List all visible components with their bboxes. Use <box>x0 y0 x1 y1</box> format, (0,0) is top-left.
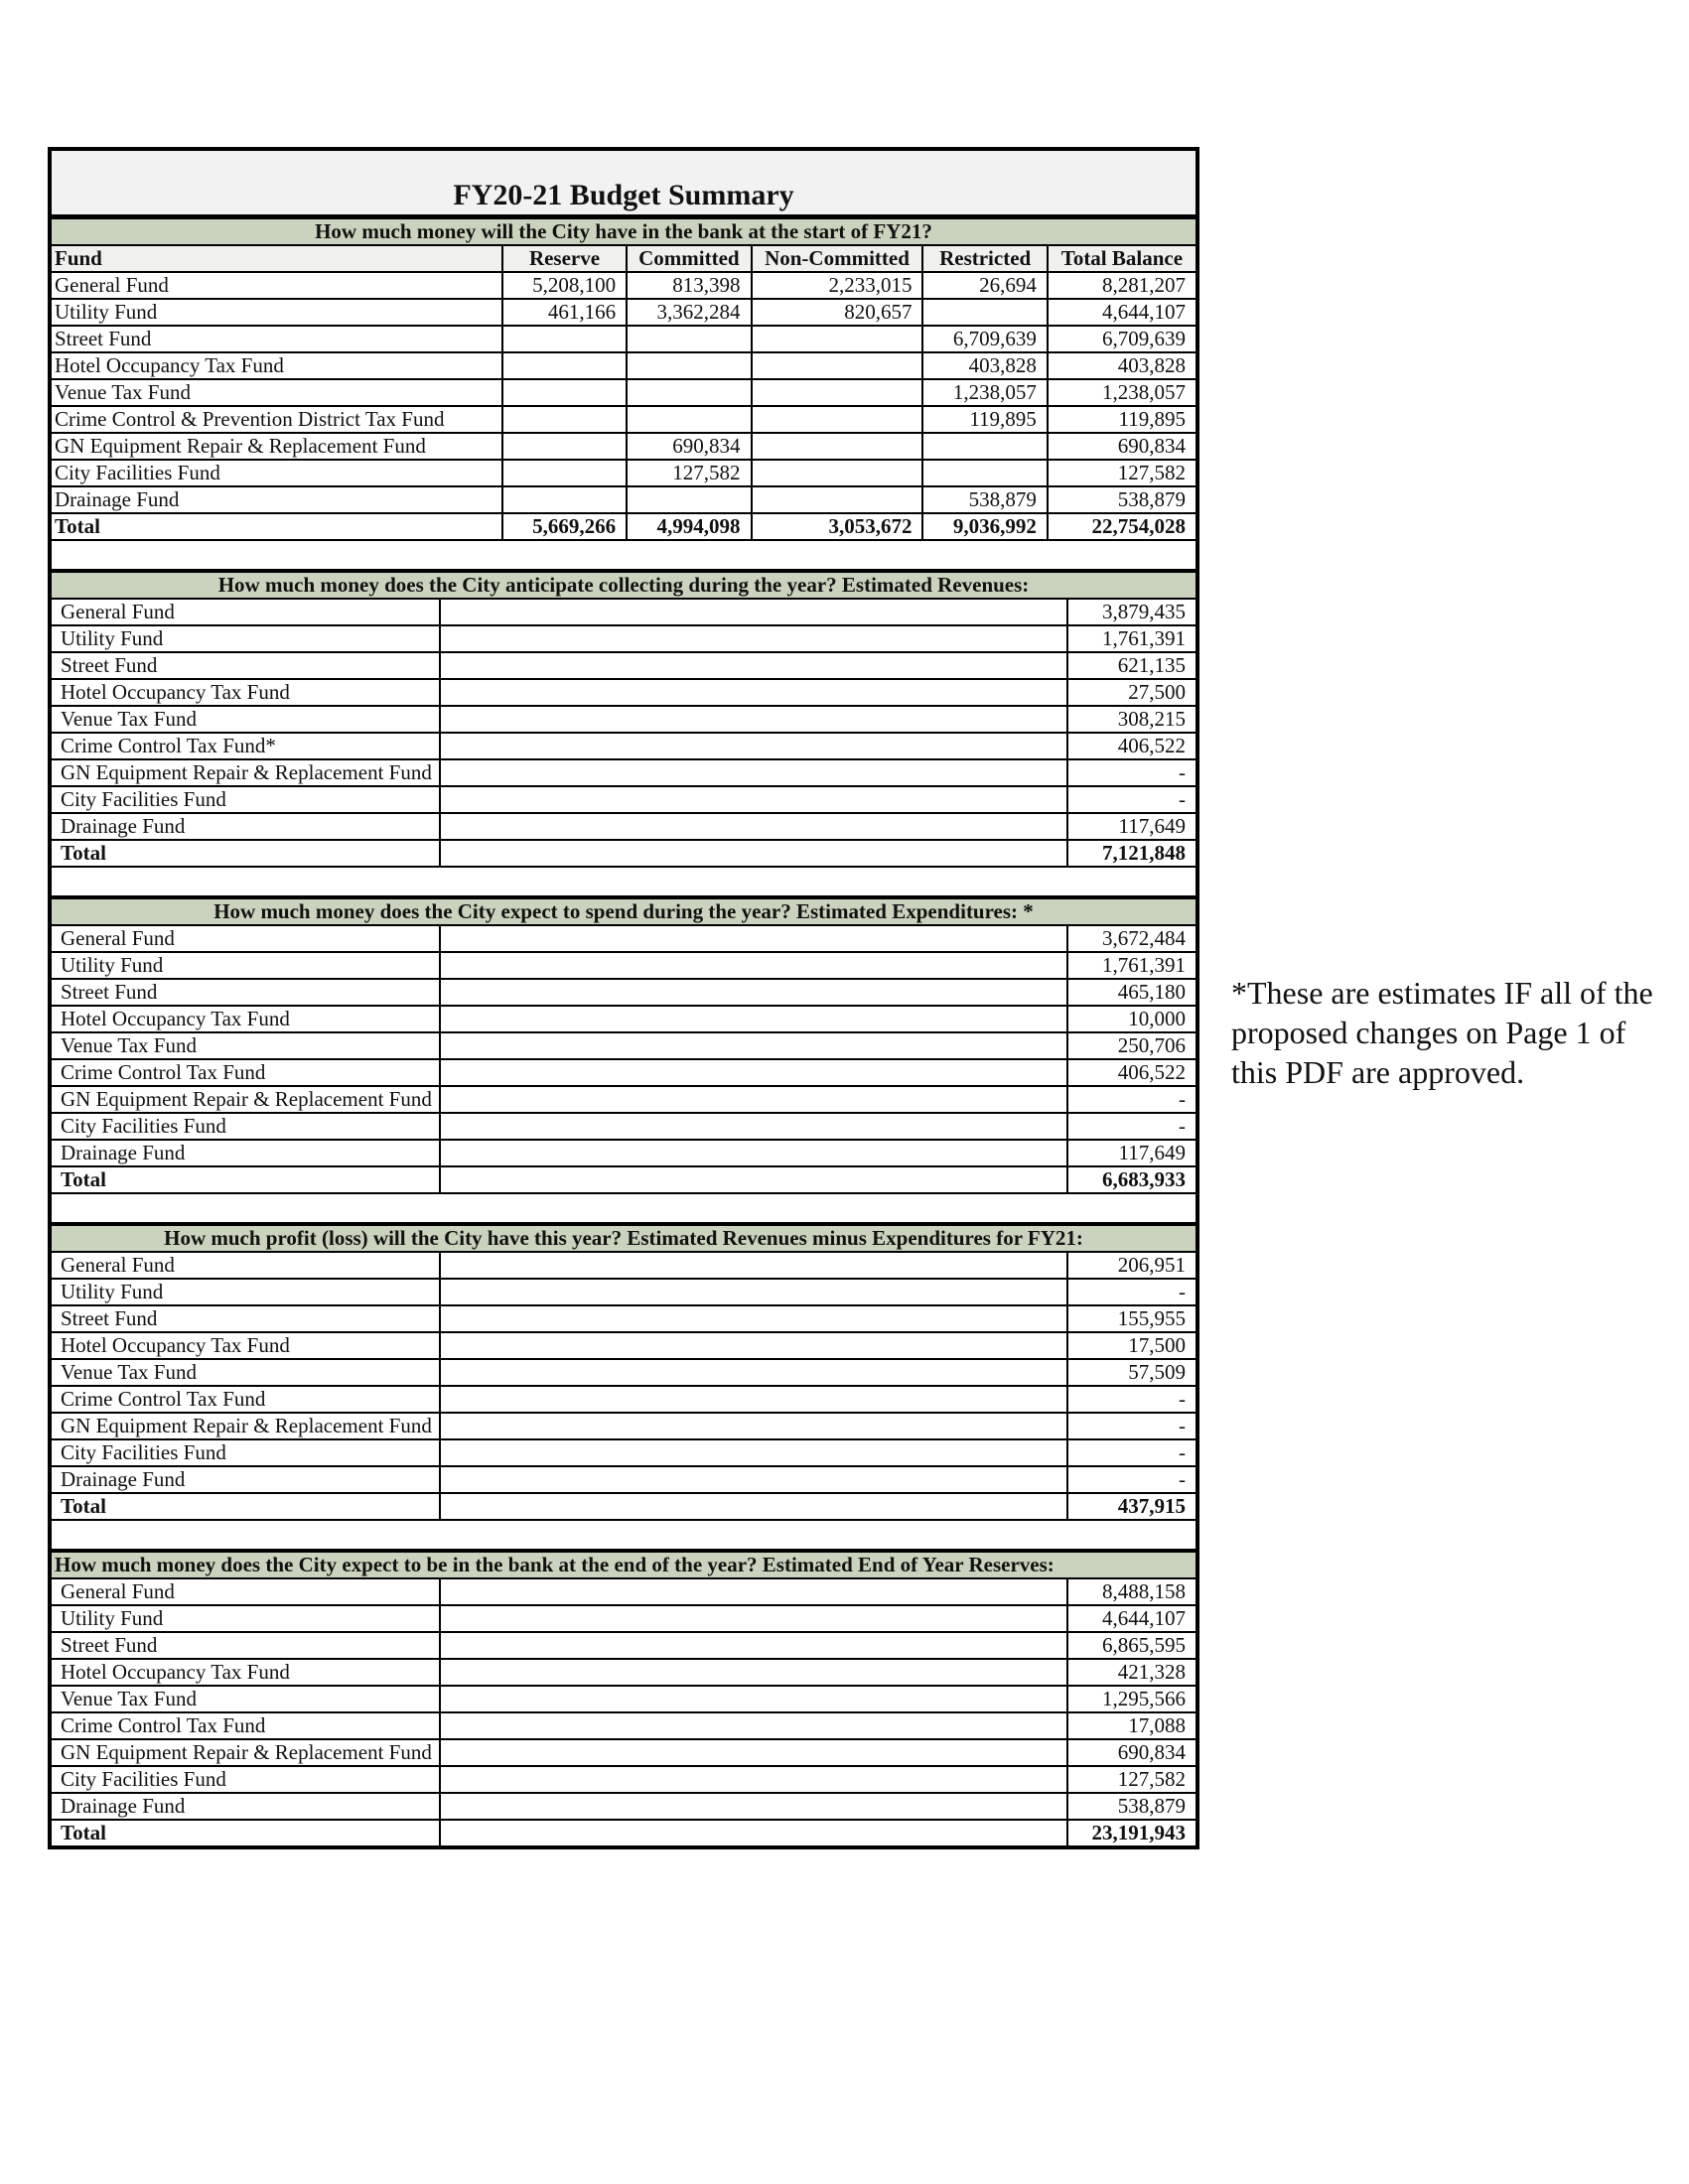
amount-cell <box>502 433 627 460</box>
amount-cell: - <box>1067 1113 1196 1140</box>
amount-cell <box>502 352 627 379</box>
table-row <box>52 1712 1196 1739</box>
table-row <box>52 813 1196 840</box>
amount-cell: 465,180 <box>1067 979 1196 1006</box>
section-heading-end-reserves <box>52 1552 1196 1578</box>
fund-name: Venue Tax Fund <box>52 1359 440 1386</box>
empty-cell <box>440 1113 1067 1140</box>
empty-cell <box>440 1413 1067 1439</box>
amount-cell: 5,208,100 <box>502 272 627 299</box>
empty-cell <box>440 679 1067 706</box>
fund-name: Drainage Fund <box>52 1140 440 1166</box>
amount-cell: 119,895 <box>922 406 1047 433</box>
col-fund: Fund <box>52 245 502 272</box>
section-heading-expenditures <box>52 898 1196 925</box>
amount-cell: 127,582 <box>1048 460 1196 486</box>
table-row-total <box>52 513 1196 540</box>
table-row <box>52 979 1196 1006</box>
table-row <box>52 299 1196 326</box>
amount-cell <box>627 352 751 379</box>
revenues-rows <box>52 599 1196 840</box>
fund-name: Hotel Occupancy Tax Fund <box>52 1659 440 1686</box>
fund-name: Crime Control Tax Fund <box>52 1712 440 1739</box>
fund-name: Venue Tax Fund <box>52 1686 440 1712</box>
table-row <box>52 652 1196 679</box>
empty-cell <box>440 1605 1067 1632</box>
empty-cell <box>440 1086 1067 1113</box>
table-row <box>52 1386 1196 1413</box>
start-balance-table <box>52 217 1196 571</box>
empty-cell <box>440 1493 1067 1520</box>
fund-name: Crime Control Tax Fund* <box>52 733 440 759</box>
amount-cell: 538,879 <box>1048 486 1196 513</box>
table-row <box>52 379 1196 406</box>
amount-cell: 27,500 <box>1067 679 1196 706</box>
empty-cell <box>440 733 1067 759</box>
empty-cell <box>440 1332 1067 1359</box>
fund-name: Hotel Occupancy Tax Fund <box>52 1332 440 1359</box>
fund-name: Hotel Occupancy Tax Fund <box>52 352 502 379</box>
table-row <box>52 925 1196 952</box>
column-headers <box>52 245 1196 272</box>
amount-cell: 421,328 <box>1067 1659 1196 1686</box>
empty-cell <box>440 1059 1067 1086</box>
table-row <box>52 733 1196 759</box>
fund-name: City Facilities Fund <box>52 460 502 486</box>
amount-cell: 1,238,057 <box>1048 379 1196 406</box>
amount-cell: 1,761,391 <box>1067 952 1196 979</box>
amount-cell <box>502 379 627 406</box>
fund-name: Street Fund <box>52 1632 440 1659</box>
section-heading-profit <box>52 1225 1196 1252</box>
amount-cell: 690,834 <box>1067 1739 1196 1766</box>
table-row <box>52 599 1196 625</box>
amount-cell: 127,582 <box>627 460 751 486</box>
amount-cell: - <box>1067 1466 1196 1493</box>
empty-cell <box>440 625 1067 652</box>
fund-name: GN Equipment Repair & Replacement Fund <box>52 1413 440 1439</box>
table-row <box>52 679 1196 706</box>
empty-cell <box>440 1578 1067 1605</box>
table-row-total <box>52 1820 1196 1845</box>
fund-name: Utility Fund <box>52 952 440 979</box>
table-row <box>52 1305 1196 1332</box>
amount-cell: 250,706 <box>1067 1032 1196 1059</box>
amount-cell: 206,951 <box>1067 1252 1196 1279</box>
fund-name: Drainage Fund <box>52 1466 440 1493</box>
fund-name: GN Equipment Repair & Replacement Fund <box>52 1086 440 1113</box>
profit-table <box>52 1224 1196 1551</box>
table-row <box>52 1466 1196 1493</box>
empty-cell <box>440 979 1067 1006</box>
fund-name: General Fund <box>52 925 440 952</box>
table-row <box>52 1032 1196 1059</box>
table-row <box>52 272 1196 299</box>
amount-cell <box>922 433 1047 460</box>
amount-cell <box>922 299 1047 326</box>
fund-name: Street Fund <box>52 1305 440 1332</box>
table-row <box>52 1006 1196 1032</box>
page-title: FY20-21 Budget Summary <box>453 179 794 211</box>
amount-cell: 813,398 <box>627 272 751 299</box>
fund-name: GN Equipment Repair & Replacement Fund <box>52 433 502 460</box>
table-row <box>52 352 1196 379</box>
fund-name: General Fund <box>52 599 440 625</box>
table-row <box>52 1739 1196 1766</box>
fund-name: Hotel Occupancy Tax Fund <box>52 1006 440 1032</box>
expenditures-table <box>52 897 1196 1224</box>
amount-cell: 8,488,158 <box>1067 1578 1196 1605</box>
table-row <box>52 1140 1196 1166</box>
fund-name: Venue Tax Fund <box>52 379 502 406</box>
empty-cell <box>440 1006 1067 1032</box>
fund-name: Drainage Fund <box>52 813 440 840</box>
empty-cell <box>440 652 1067 679</box>
amount-cell <box>752 486 923 513</box>
empty-cell <box>440 1386 1067 1413</box>
amount-cell: 403,828 <box>1048 352 1196 379</box>
table-row <box>52 1439 1196 1466</box>
total-label: Total <box>52 1166 440 1193</box>
col-total-balance: Total Balance <box>1048 245 1196 272</box>
fund-name: Hotel Occupancy Tax Fund <box>52 679 440 706</box>
empty-cell <box>440 1466 1067 1493</box>
amount-cell <box>922 460 1047 486</box>
amount-cell: 6,865,595 <box>1067 1632 1196 1659</box>
amount-cell: 2,233,015 <box>752 272 923 299</box>
amount-cell: 690,834 <box>1048 433 1196 460</box>
col-non-committed: Non-Committed <box>752 245 923 272</box>
amount-cell: 10,000 <box>1067 1006 1196 1032</box>
col-restricted: Restricted <box>922 245 1047 272</box>
table-row <box>52 786 1196 813</box>
total-value: 23,191,943 <box>1067 1820 1196 1845</box>
amount-cell <box>627 486 751 513</box>
amount-cell: 6,709,639 <box>922 326 1047 352</box>
empty-cell <box>440 1659 1067 1686</box>
amount-cell: 8,281,207 <box>1048 272 1196 299</box>
empty-cell <box>440 952 1067 979</box>
fund-name: Utility Fund <box>52 299 502 326</box>
table-row <box>52 1332 1196 1359</box>
end-reserves-rows <box>52 1578 1196 1820</box>
empty-cell <box>440 1439 1067 1466</box>
table-row <box>52 406 1196 433</box>
fund-name: Drainage Fund <box>52 486 502 513</box>
amount-cell <box>752 326 923 352</box>
amount-cell: 57,509 <box>1067 1359 1196 1386</box>
empty-cell <box>440 1032 1067 1059</box>
fund-name: Utility Fund <box>52 1279 440 1305</box>
amount-cell: 820,657 <box>752 299 923 326</box>
table-row <box>52 1686 1196 1712</box>
table-row <box>52 1113 1196 1140</box>
spacer-row <box>52 1520 1196 1550</box>
fund-name: Utility Fund <box>52 1605 440 1632</box>
empty-cell <box>440 1632 1067 1659</box>
col-committed: Committed <box>627 245 751 272</box>
amount-cell: 461,166 <box>502 299 627 326</box>
table-row <box>52 1359 1196 1386</box>
spacer-row <box>52 1193 1196 1223</box>
fund-name: Street Fund <box>52 979 440 1006</box>
fund-name: General Fund <box>52 272 502 299</box>
total-balance: 22,754,028 <box>1048 513 1196 540</box>
table-row <box>52 1059 1196 1086</box>
table-row-total <box>52 840 1196 867</box>
fund-name: Crime Control Tax Fund <box>52 1059 440 1086</box>
amount-cell <box>752 352 923 379</box>
table-row <box>52 1605 1196 1632</box>
fund-name: Utility Fund <box>52 625 440 652</box>
empty-cell <box>440 1140 1067 1166</box>
amount-cell: 308,215 <box>1067 706 1196 733</box>
amount-cell: 26,694 <box>922 272 1047 299</box>
section-heading-text: How much money does the City expect to spend during the year? Estimated Expenditures: * <box>52 898 1196 925</box>
start-balance-rows <box>52 272 1196 513</box>
amount-cell: 119,895 <box>1048 406 1196 433</box>
amount-cell: 3,879,435 <box>1067 599 1196 625</box>
amount-cell <box>752 433 923 460</box>
table-row <box>52 1766 1196 1793</box>
amount-cell: 406,522 <box>1067 733 1196 759</box>
table-row <box>52 486 1196 513</box>
amount-cell: 6,709,639 <box>1048 326 1196 352</box>
title-row <box>52 151 1196 217</box>
table-row-total <box>52 1166 1196 1193</box>
table-row <box>52 1279 1196 1305</box>
amount-cell: 117,649 <box>1067 813 1196 840</box>
total-label: Total <box>52 1820 440 1845</box>
section-heading-text: How much money does the City expect to be in the bank at the end of the year? Estimated End of Year Reserves: <box>52 1552 1196 1578</box>
empty-cell <box>440 1793 1067 1820</box>
amount-cell <box>627 406 751 433</box>
amount-cell: 3,362,284 <box>627 299 751 326</box>
empty-cell <box>440 786 1067 813</box>
empty-cell <box>440 759 1067 786</box>
table-row <box>52 1659 1196 1686</box>
table-row <box>52 433 1196 460</box>
fund-name: GN Equipment Repair & Replacement Fund <box>52 1739 440 1766</box>
fund-name: City Facilities Fund <box>52 1766 440 1793</box>
amount-cell: 17,088 <box>1067 1712 1196 1739</box>
section-heading-text: How much money will the City have in the bank at the start of FY21? <box>52 218 1196 245</box>
table-row <box>52 625 1196 652</box>
amount-cell: - <box>1067 1439 1196 1466</box>
total-label: Total <box>52 1493 440 1520</box>
amount-cell <box>502 326 627 352</box>
total-reserve: 5,669,266 <box>502 513 627 540</box>
fund-name: General Fund <box>52 1578 440 1605</box>
amount-cell <box>752 379 923 406</box>
amount-cell: 690,834 <box>627 433 751 460</box>
amount-cell: 621,135 <box>1067 652 1196 679</box>
amount-cell <box>502 406 627 433</box>
table-row <box>52 1086 1196 1113</box>
spacer-row <box>52 867 1196 896</box>
amount-cell: - <box>1067 1279 1196 1305</box>
amount-cell: - <box>1067 759 1196 786</box>
section-heading-start <box>52 218 1196 245</box>
total-committed: 4,994,098 <box>627 513 751 540</box>
amount-cell: 538,879 <box>1067 1793 1196 1820</box>
budget-summary-sheet <box>48 147 1199 1849</box>
fund-name: City Facilities Fund <box>52 786 440 813</box>
fund-name: Venue Tax Fund <box>52 1032 440 1059</box>
empty-cell <box>440 599 1067 625</box>
empty-cell <box>440 706 1067 733</box>
fund-name: Crime Control & Prevention District Tax Fund <box>52 406 502 433</box>
total-restricted: 9,036,992 <box>922 513 1047 540</box>
total-label: Total <box>52 840 440 867</box>
amount-cell: 155,955 <box>1067 1305 1196 1332</box>
fund-name: Venue Tax Fund <box>52 706 440 733</box>
total-value: 437,915 <box>1067 1493 1196 1520</box>
amount-cell: 403,828 <box>922 352 1047 379</box>
col-reserve: Reserve <box>502 245 627 272</box>
section-heading-revenues <box>52 572 1196 599</box>
section-heading-text: How much profit (loss) will the City have this year? Estimated Revenues minus Expenditures for FY21: <box>52 1225 1196 1252</box>
empty-cell <box>440 1166 1067 1193</box>
total-label: Total <box>52 513 502 540</box>
fund-name: City Facilities Fund <box>52 1439 440 1466</box>
revenues-table <box>52 571 1196 897</box>
amount-cell: - <box>1067 1413 1196 1439</box>
footnote: *These are estimates IF all of the proposed changes on Page 1 of this PDF are approved. <box>1231 975 1653 1090</box>
amount-cell: 17,500 <box>1067 1332 1196 1359</box>
end-reserves-table <box>52 1551 1196 1845</box>
empty-cell <box>440 1739 1067 1766</box>
empty-cell <box>440 813 1067 840</box>
fund-name: Street Fund <box>52 326 502 352</box>
empty-cell <box>440 925 1067 952</box>
table-row-total <box>52 1493 1196 1520</box>
amount-cell <box>502 486 627 513</box>
amount-cell <box>627 379 751 406</box>
empty-cell <box>440 1766 1067 1793</box>
table-row <box>52 1632 1196 1659</box>
profit-rows <box>52 1252 1196 1493</box>
amount-cell <box>752 406 923 433</box>
table-row <box>52 1793 1196 1820</box>
amount-cell: 406,522 <box>1067 1059 1196 1086</box>
total-value: 7,121,848 <box>1067 840 1196 867</box>
table-row <box>52 759 1196 786</box>
amount-cell <box>627 326 751 352</box>
empty-cell <box>440 1712 1067 1739</box>
amount-cell: 1,238,057 <box>922 379 1047 406</box>
fund-name: City Facilities Fund <box>52 1113 440 1140</box>
fund-name: Street Fund <box>52 652 440 679</box>
section-heading-text: How much money does the City anticipate collecting during the year? Estimated Revenues: <box>52 572 1196 599</box>
amount-cell: 3,672,484 <box>1067 925 1196 952</box>
total-value: 6,683,933 <box>1067 1166 1196 1193</box>
amount-cell: 4,644,107 <box>1048 299 1196 326</box>
amount-cell: 4,644,107 <box>1067 1605 1196 1632</box>
amount-cell <box>752 460 923 486</box>
empty-cell <box>440 1252 1067 1279</box>
fund-name: GN Equipment Repair & Replacement Fund <box>52 759 440 786</box>
amount-cell: 127,582 <box>1067 1766 1196 1793</box>
amount-cell: - <box>1067 1386 1196 1413</box>
amount-cell: 117,649 <box>1067 1140 1196 1166</box>
total-non-committed: 3,053,672 <box>752 513 923 540</box>
amount-cell: - <box>1067 786 1196 813</box>
fund-name: Crime Control Tax Fund <box>52 1386 440 1413</box>
empty-cell <box>440 840 1067 867</box>
table-row <box>52 1252 1196 1279</box>
expenditures-rows <box>52 925 1196 1166</box>
amount-cell <box>502 460 627 486</box>
table-row <box>52 460 1196 486</box>
empty-cell <box>440 1305 1067 1332</box>
table-row <box>52 326 1196 352</box>
table-row <box>52 706 1196 733</box>
empty-cell <box>440 1279 1067 1305</box>
amount-cell: - <box>1067 1086 1196 1113</box>
amount-cell: 1,295,566 <box>1067 1686 1196 1712</box>
fund-name: Drainage Fund <box>52 1793 440 1820</box>
table-row <box>52 1578 1196 1605</box>
amount-cell: 538,879 <box>922 486 1047 513</box>
empty-cell <box>440 1359 1067 1386</box>
empty-cell <box>440 1686 1067 1712</box>
spacer-row <box>52 540 1196 570</box>
table-row <box>52 952 1196 979</box>
table-row <box>52 1413 1196 1439</box>
amount-cell: 1,761,391 <box>1067 625 1196 652</box>
empty-cell <box>440 1820 1067 1845</box>
fund-name: General Fund <box>52 1252 440 1279</box>
